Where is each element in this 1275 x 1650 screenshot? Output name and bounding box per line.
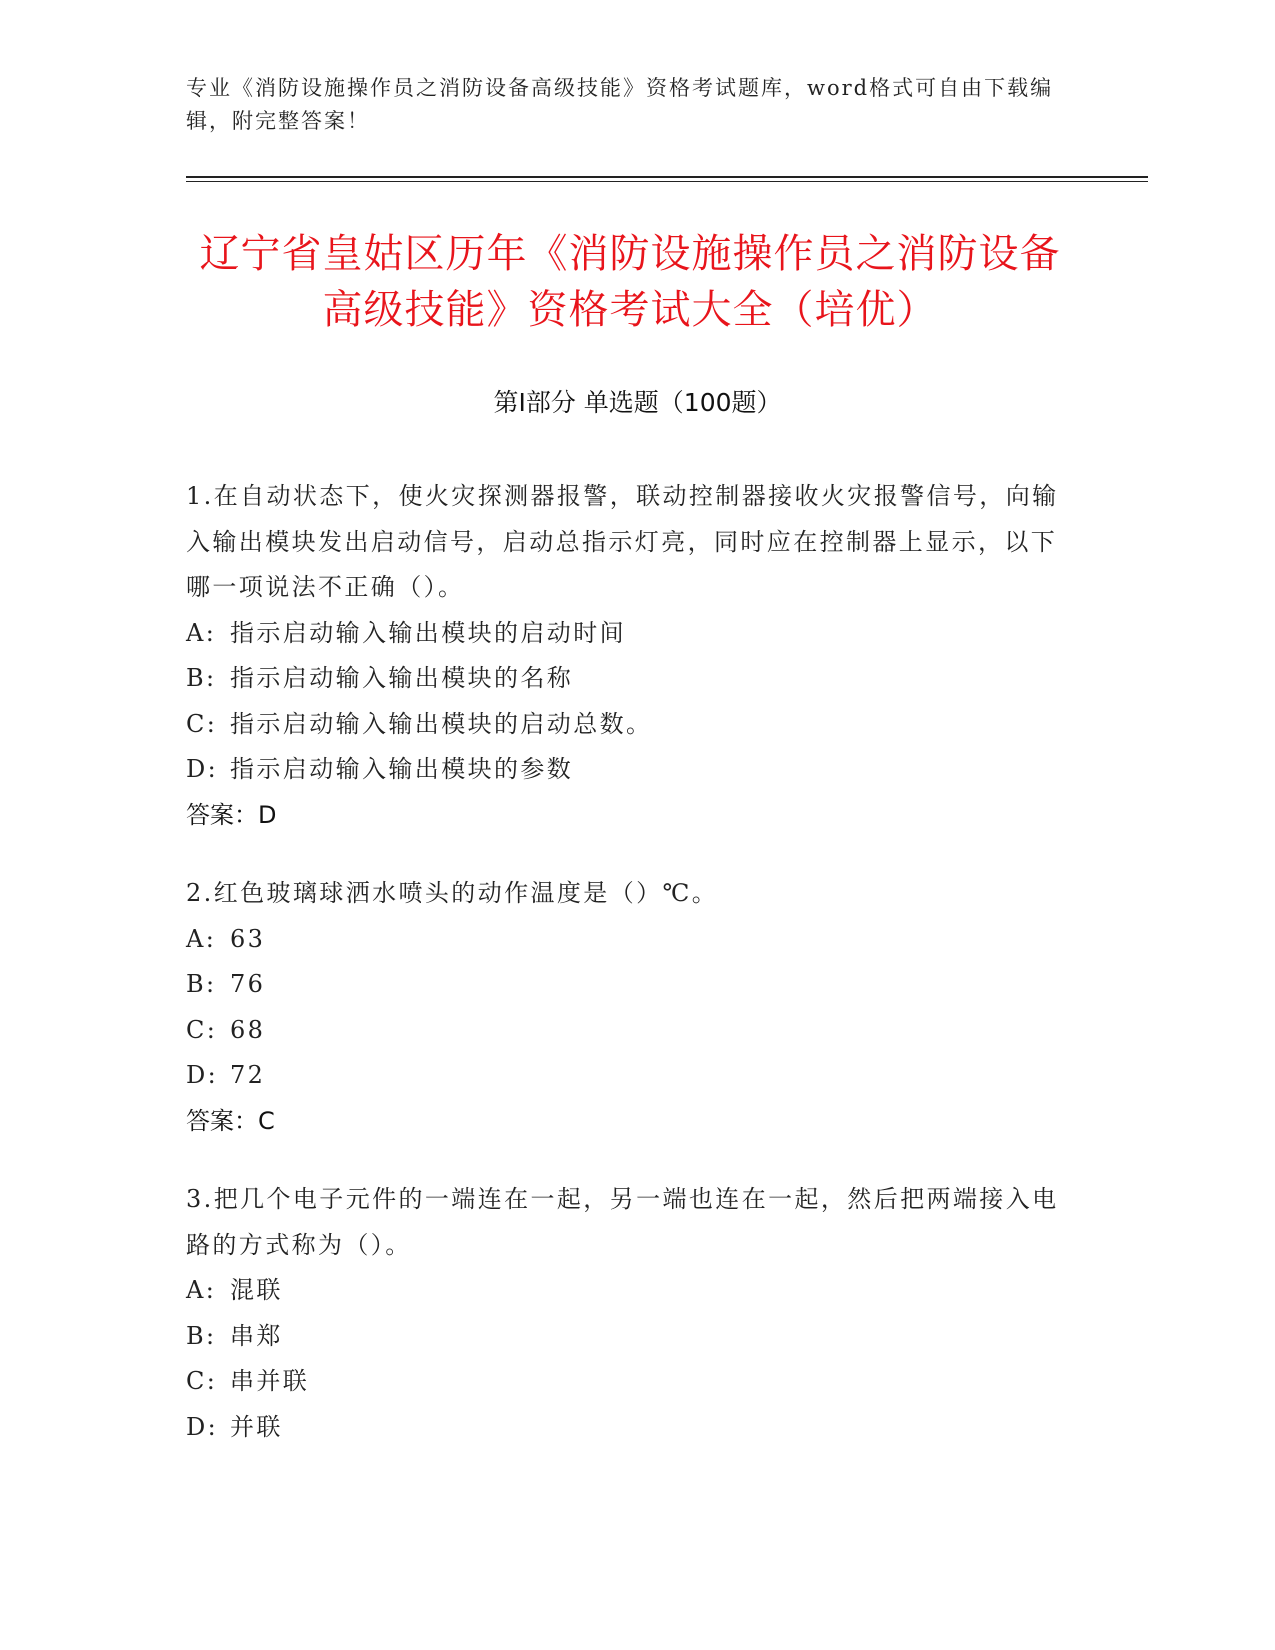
section-heading: 第Ⅰ部分 单选题（100题） xyxy=(493,388,782,417)
option-text: 72 xyxy=(230,1061,266,1089)
option-key: D: xyxy=(186,1412,219,1441)
option-c xyxy=(186,702,1066,748)
option-text: 指示启动输入输出模块的启动时间 xyxy=(230,618,626,647)
option-c xyxy=(186,1359,1066,1405)
option-key: C: xyxy=(186,709,218,738)
option-key: B: xyxy=(186,664,217,692)
question-list xyxy=(186,474,1066,1483)
option-text: 串郑 xyxy=(230,1321,283,1350)
question-1 xyxy=(186,474,1066,838)
option-d xyxy=(186,747,1066,793)
option-text: 指示启动输入输出模块的参数 xyxy=(230,755,574,783)
question-stem: 2.红色玻璃球洒水喷头的动作温度是（）℃。 xyxy=(186,879,719,907)
question-3 xyxy=(186,1177,1066,1450)
option-key: C: xyxy=(186,1015,218,1044)
option-text: 混联 xyxy=(230,1276,283,1304)
question-2 xyxy=(186,871,1066,1144)
option-text: 并联 xyxy=(230,1412,283,1441)
answer: 答案：C xyxy=(186,1106,275,1135)
option-d xyxy=(186,1053,1066,1099)
document-title: 辽宁省皇姑区历年《消防设施操作员之消防设备高级技能》资格考试大全（培优） xyxy=(199,231,1061,333)
option-key: A: xyxy=(186,1276,217,1304)
header-rule-thin xyxy=(186,181,1148,182)
option-key: D: xyxy=(186,755,219,783)
option-b xyxy=(186,656,1066,702)
option-key: A: xyxy=(186,618,217,647)
option-key: C: xyxy=(186,1367,218,1395)
option-b xyxy=(186,962,1066,1008)
option-text: 76 xyxy=(230,970,266,998)
option-c xyxy=(186,1008,1066,1054)
option-a xyxy=(186,917,1066,963)
option-text: 串并联 xyxy=(230,1367,310,1395)
header-rule-thick xyxy=(186,176,1148,178)
option-a xyxy=(186,1268,1066,1314)
option-key: A: xyxy=(186,924,217,953)
option-text: 63 xyxy=(230,924,266,953)
header-note: 专业《消防设施操作员之消防设备高级技能》资格考试题库，word格式可自由下载编辑，附完整答案！ xyxy=(186,76,1054,133)
option-key: B: xyxy=(186,970,217,998)
option-text: 68 xyxy=(230,1015,266,1044)
option-key: B: xyxy=(186,1321,217,1350)
option-text: 指示启动输入输出模块的启动总数。 xyxy=(230,709,653,738)
option-key: D: xyxy=(186,1061,219,1089)
option-b xyxy=(186,1314,1066,1360)
question-stem: 3.把几个电子元件的一端连在一起，另一端也连在一起，然后把两端接入电路的方式称为（）。 xyxy=(186,1185,1059,1259)
option-d xyxy=(186,1405,1066,1451)
option-text: 指示启动输入输出模块的名称 xyxy=(230,664,574,692)
question-stem: 1.在自动状态下，使火灾探测器报警，联动控制器接收火灾报警信号，向输入输出模块发出启动信号，启动总指示灯亮，同时应在控制器上显示，以下哪一项说法不正确（）。 xyxy=(186,482,1059,601)
answer: 答案：D xyxy=(186,800,277,829)
option-a xyxy=(186,611,1066,657)
